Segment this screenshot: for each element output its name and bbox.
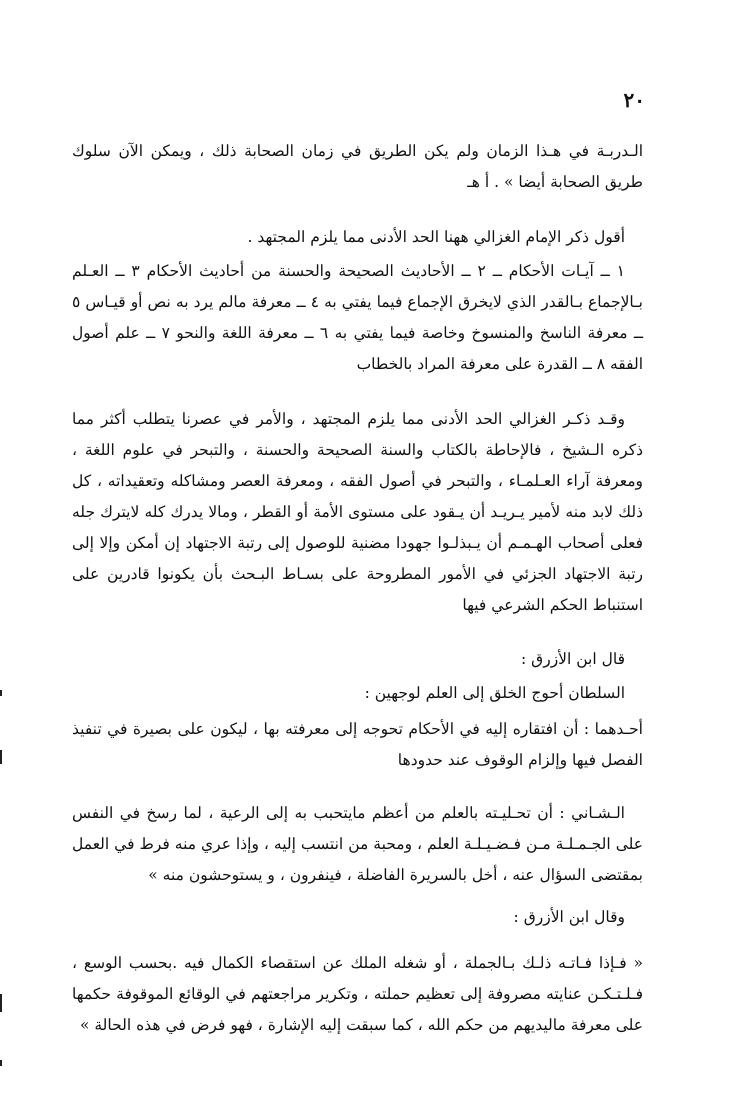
page-number: ٢٠ bbox=[623, 88, 645, 112]
paragraph-text: وقـد ذكـر الغزالي الحد الأدنى مما يلزم المجتهد ، والأمر في عصرنا يتطلب أكثر مما ذكره الـشيخ ، فالإحاطة بالكتاب والسنة الصحيحة والحسنة ، والتبحر في علوم اللغة ، ومعرفة آراء العـلمـاء ، والتبحر في أصول الفقه ، ومعرفة العصر ومشاكله وتعقيداته ، كل ذلك لابد منه لأمير يـريـد أن يـقود على مستوى الأمة أو القطر ، ومالا يدرك كله لايترك جله فعلى أصحاب الهـمـم أن يـبذلـوا جهودا مضنية للوصول إلى رتبة الاجتهاد إن أمكن وإلا إلى رتبة الاجتهاد الجزئي في الأمور المطروحة على بسـاط البـحث بأن يكونوا قادرين على استنباط الحكم الشرعي فيها bbox=[72, 410, 643, 614]
paragraph-text: وقال ابن الأزرق : bbox=[513, 908, 625, 926]
paragraph-text: قال ابن الأزرق : bbox=[521, 650, 625, 668]
paragraph-continuation bbox=[72, 136, 643, 198]
scan-edge-mark bbox=[0, 994, 2, 1012]
paragraph-first-reason bbox=[72, 714, 643, 776]
quote-heading bbox=[72, 678, 643, 709]
paragraph-text: ١ ــ آيـات الأحكام ــ ٢ ــ الأحاديث الصحيحة والحسنة من أحاديث الأحكام ٣ ــ العـلم بـالإجماع بـالقدر الذي لايخرق الإجماع فيما يفتي به ٤ ــ معرفة مالم يرد به نص أو قيـاس ٥ ــ معرفة الناسخ والمنسوخ وخاصة فيما يفتي به ٦ ــ معرفة اللغة والنحو ٧ ــ علم أصول الفقه ٨ ــ القدرة على معرفة المراد بالخطاب bbox=[72, 262, 643, 373]
paragraph-text: الـشـاني : أن تحـليـته بالعلم من أعظم مايتحبب به إلى الرعية ، لما رسخ في النفس على الجـمـلـة مـن فـضـيـلـة العلم ، ومحبة من انتسب إليه ، وإذا عري منه فرط في العمل بمقتضى السؤال عنه ، أخل بالسريرة الفاضلة ، فينفرون ، و يستوحشون منه » bbox=[72, 804, 643, 884]
paragraph-text: أقول ذكر الإمام الغزالي ههنا الحد الأدنى مما يلزم المجتهد . bbox=[247, 228, 625, 246]
paragraph-text: السلطان أحوج الخلق إلى العلم لوجهين : bbox=[364, 684, 625, 702]
paragraph-second-reason bbox=[72, 798, 643, 891]
quote-attribution bbox=[72, 644, 643, 675]
scan-edge-mark bbox=[0, 1060, 2, 1066]
paragraph-text: الـدربـة في هـذا الزمان ولم يكن الطريق في زمان الصحابة ذلك ، ويمكن الآن سلوك طريق الصحابة أيضا » . أ هـ bbox=[72, 142, 643, 191]
paragraph-quote bbox=[72, 948, 643, 1041]
paragraph-text: « فـإذا فـاتـه ذلـك بـالجملة ، أو شغله الملك عن استقصاء الكمال فيه .بحسب الوسع ، فـلـتـكـن عنايته مصروفة إلى تعظيم حملته ، وتكرير مراجعتهم في الوقائع الموقوفة حكمها على معرفة ماليديهم من حكم الله ، كما سبقت إليه الإشارة ، فهو فرض في هذه الحالة » bbox=[72, 954, 643, 1034]
paragraph-commentary bbox=[72, 404, 643, 621]
paragraph-numbered-list bbox=[72, 256, 643, 380]
scan-edge-mark bbox=[0, 690, 2, 696]
quote-attribution-second bbox=[72, 902, 643, 933]
scan-edge-mark bbox=[0, 750, 2, 764]
paragraph-text: أحـدهما : أن افتقاره إليه في الأحكام تحوجه إلى معرفته بها ، ليكون على بصيرة في تنفيذ الفصل فيها وإلزام الوقوف عند حدودها bbox=[72, 720, 643, 769]
paragraph-ghazali-intro bbox=[72, 222, 643, 253]
